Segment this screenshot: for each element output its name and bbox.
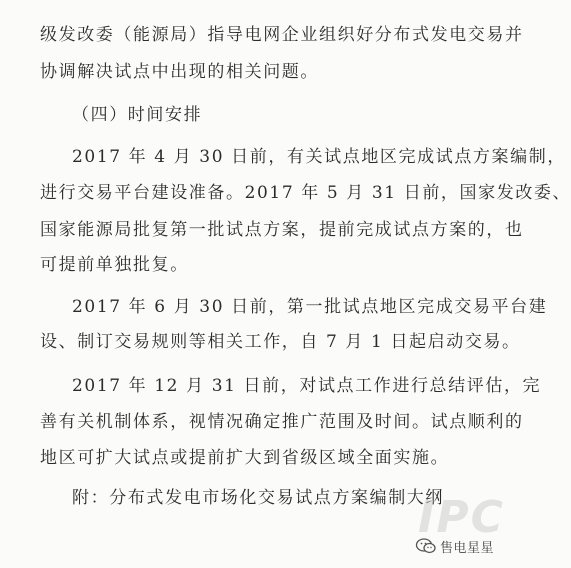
watermark-letters: IPC bbox=[418, 492, 505, 543]
paragraph-line: 协调解决试点中出现的相关问题。 bbox=[40, 62, 319, 82]
brand-watermark bbox=[416, 535, 494, 557]
wechat-icon bbox=[416, 538, 436, 554]
paragraph-line: 2017 年 6 月 30 日前，第一批试点地区完成交易平台建 bbox=[72, 297, 548, 317]
paragraph-line: 设、制订交易规则等相关工作，自 7 月 1 日起启动交易。 bbox=[40, 332, 521, 352]
paragraph-line: 2017 年 4 月 30 日前，有关试点地区完成试点方案编制， bbox=[72, 147, 566, 167]
paragraph-line: 国家能源局批复第一批试点方案，提前完成试点方案的，也 bbox=[40, 220, 524, 240]
paragraph-line: 进行交易平台建设准备。2017 年 5 月 31 日前，国家发改委、 bbox=[40, 183, 571, 203]
appendix-title: 附：分布式发电市场化交易试点方案编制大纲 bbox=[72, 488, 444, 508]
paragraph-line: 级发改委（能源局）指导电网企业组织好分布式发电交易并 bbox=[40, 25, 524, 45]
paragraph-line: 2017 年 12 月 31 日前，对试点工作进行总结评估，完 bbox=[72, 376, 542, 396]
brand-name: 售电星星 bbox=[440, 540, 495, 556]
paragraph-line: 地区可扩大试点或提前扩大到省级区域全面实施。 bbox=[40, 448, 450, 468]
paragraph-line: 可提前单独批复。 bbox=[40, 255, 189, 275]
section-heading: （四）时间安排 bbox=[72, 105, 203, 125]
paragraph-line: 善有关机制体系，视情况确定推广范围及时间。试点顺利的 bbox=[40, 412, 524, 432]
